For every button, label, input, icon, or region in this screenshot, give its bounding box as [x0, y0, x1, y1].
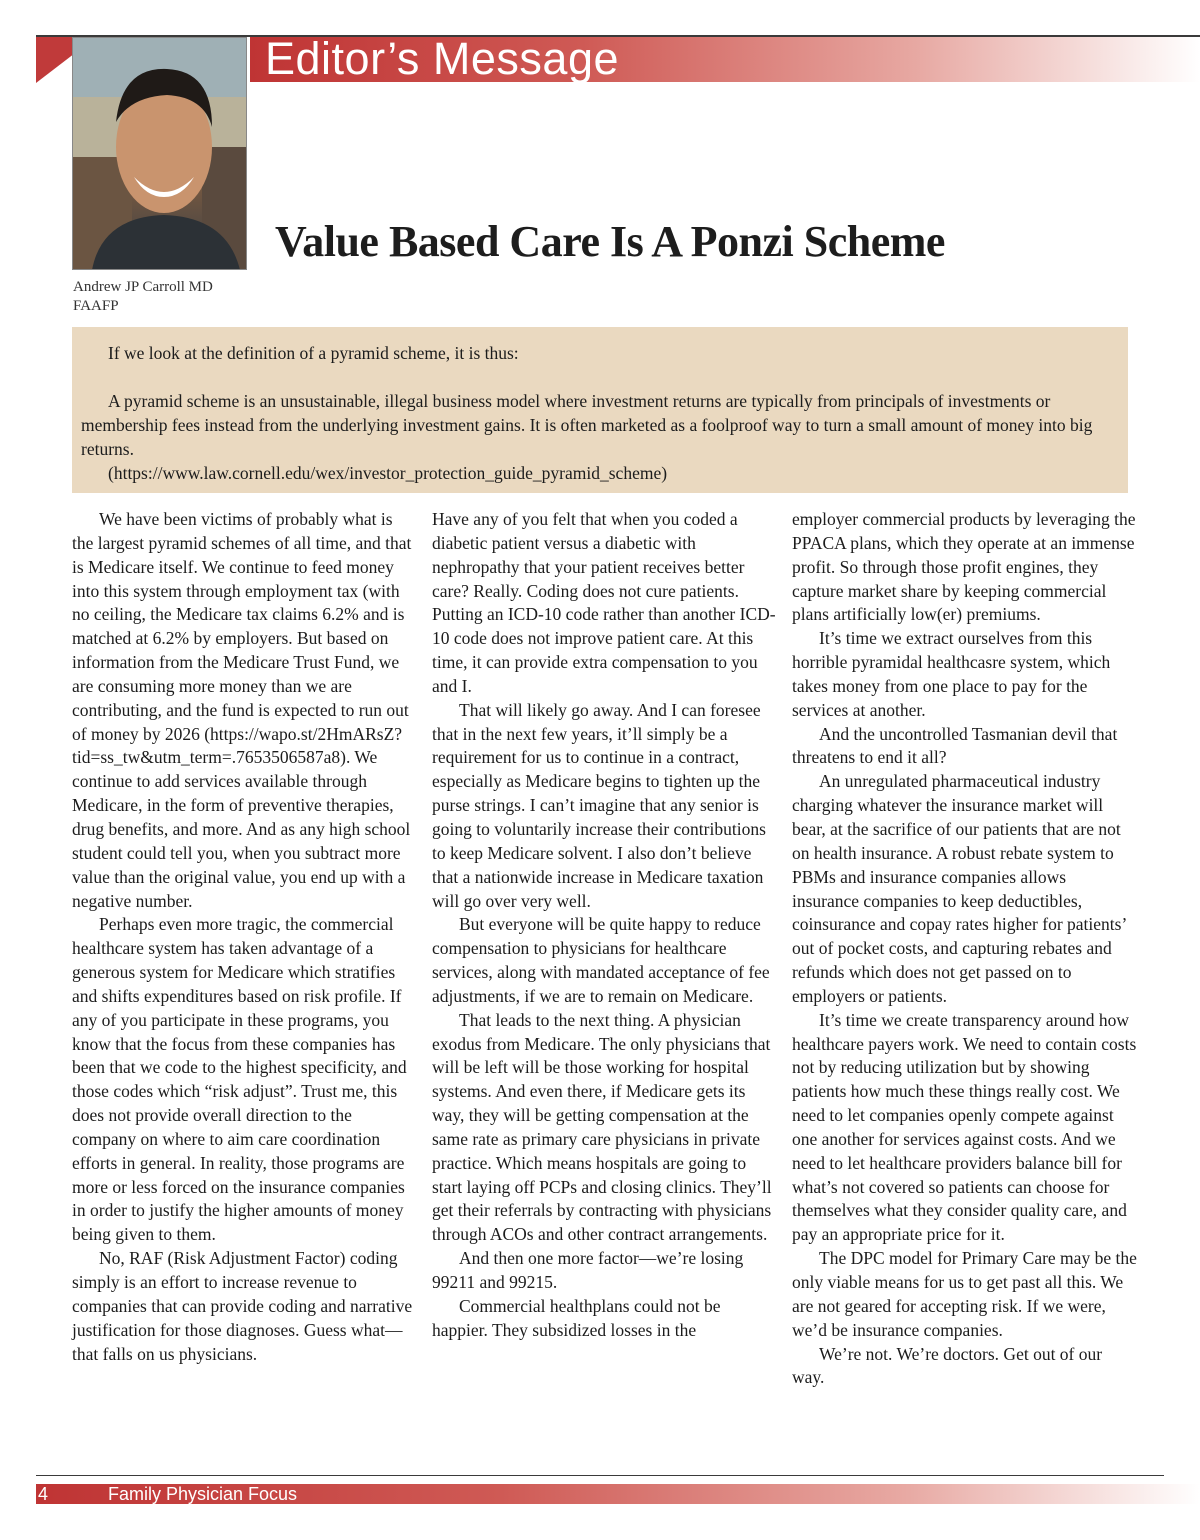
paragraph: We’re not. We’re doctors. Get out of our way. [792, 1343, 1103, 1388]
section-title: Editor’s Message [265, 33, 620, 84]
body-column-1 [72, 508, 417, 1366]
paragraph: And then one more factor—we’re losing 99211 and 99215. [432, 1248, 744, 1292]
paragraph: An unregulated pharmaceutical industry charging whatever the insurance market will bear, at the sacrifice of our patients that are not on health insurance. A robust rebate system to PBMs and insurance companies allows insurance companies to keep deductibles, coinsurance and copay rates higher for patients’ out of pocket costs, and capturing rebates and refunds which does not get passed on to employers or patients. [792, 771, 1126, 1006]
photo-frame [72, 37, 247, 270]
author-name: Andrew JP Carroll MD [73, 279, 213, 295]
author-byline [73, 278, 263, 316]
paragraph: That leads to the next thing. A physician exodus from Medicare. The only physicians that will be left will be those working for hospital systems. And even there, if Medicare gets its way, they will be getting compensation at the same rate as primary care physicians in private practice. Which means hospitals are going to start laying off PCPs and closing clinics. They’ll get their referrals by contracting with physicians through ACOs and other contract arrangements. [432, 1009, 772, 1245]
definition-box [72, 327, 1128, 493]
paragraph: The DPC model for Primary Care may be the only viable means for us to get past all this. We are not geared for accepting risk. If we were, we’d be insurance companies. [792, 1248, 1137, 1340]
paragraph: No, RAF (Risk Adjustment Factor) coding simply is an effort to increase revenue to companies that can provide coding and narrative justification for those diagnoses. Guess what—that falls on us physicians. [72, 1248, 413, 1364]
paragraph: That will likely go away. And I can foresee that in the next few years, it’ll simply be a requirement for us to continue in a contract, especially as Medicare begins to tighten up the purse strings. I can’t imagine that any senior is going to voluntarily increase their contributions to keep Medicare solvent. I also don’t believe that a nationwide increase in Medicare taxation will go over very well. [432, 699, 766, 911]
body-column-2 [432, 508, 777, 1343]
paragraph: We have been victims of probably what is the largest pyramid schemes of all time, and that is Medicare itself. We continue to feed money into this system through employment tax (with no ceiling, the Medicare tax claims 6.2% and is matched at 6.2% by employers. But based on information from the Medicare Trust Fund, we are consuming more money than we are contributing, and the fund is expected to run out of money by 2026 (https://wapo.st/2HmARsZ?tid=ss_tw&utm_term=.7653506587a8). We continue to add services available through Medicare, in the form of preventive therapies, drug benefits, and more. And as any high school student could tell you, when you subtract more value than the original value, you end up with a negative number. [72, 509, 412, 911]
author-credential: FAAFP [73, 298, 119, 314]
page-number: 4 [38, 1484, 49, 1504]
quote-intro: If we look at the definition of a pyramid scheme, it is thus: [108, 343, 519, 363]
quote-source: (https://www.law.cornell.edu/wex/investor_protection_guide_pyramid_scheme) [108, 463, 668, 483]
article-title: Value Based Care Is A Ponzi Scheme [275, 217, 945, 266]
paragraph: Have any of you felt that when you coded a diabetic patient versus a diabetic with nephropathy that your patient receives better care? Really. Coding does not cure patients. Putting an ICD-10 code rather than another ICD-10 code does not improve patient care. At this time, it can provide extra compensation to you and I. [432, 509, 776, 696]
paragraph: Perhaps even more tragic, the commercial healthcare system has taken advantage of a generous system for Medicare which stratifies and shifts expenditures based on risk profile. If any of you participate in these programs, you know that the focus from these companies has been that we code to the highest specificity, and those codes which “risk adjust”. Trust me, this does not provide overall direction to the company on where to aim care coordination efforts in general. In reality, those programs are more or less forced on the insurance companies in order to justify the higher amounts of money being given to them. [72, 914, 407, 1245]
paragraph: Commercial healthplans could not be happier. They subsidized losses in the [432, 1295, 721, 1340]
paragraph: employer commercial products by leveraging the PPACA plans, which they operate at an immense profit. So through those profit engines, they capture market share by keeping commercial plans artificially low(er) premiums. [792, 509, 1136, 625]
paragraph: It’s time we create transparency around how healthcare payers work. We need to contain costs not by reducing utilization but by showing patients how much these things really cost. We need to let companies openly compete against one another for services against costs. And we need to let healthcare providers balance bill for what’s not covered so patients can choose for themselves what they consider quality care, and pay an appropriate price for it. [792, 1009, 1137, 1245]
body-column-3 [792, 508, 1137, 1390]
paragraph: And the uncontrolled Tasmanian devil that threatens to end it all? [792, 723, 1118, 768]
footer-rule [36, 1475, 1164, 1476]
publication-name: Family Physician Focus [108, 1484, 298, 1504]
paragraph: It’s time we extract ourselves from this horrible pyramidal healthcasre system, which takes money from one place to pay for the services at another. [792, 628, 1111, 720]
paragraph: But everyone will be quite happy to reduce compensation to physicians for healthcare services, along with mandated acceptance of fee adjustments, if we are to remain on Medicare. [432, 914, 770, 1006]
quote-definition: A pyramid scheme is an unsustainable, illegal business model where investment returns are typically from principals of investments or membership fees instead from the underlying investment gains. It is often marketed as a foolproof way to turn a small amount of money into big returns. [81, 391, 1093, 459]
